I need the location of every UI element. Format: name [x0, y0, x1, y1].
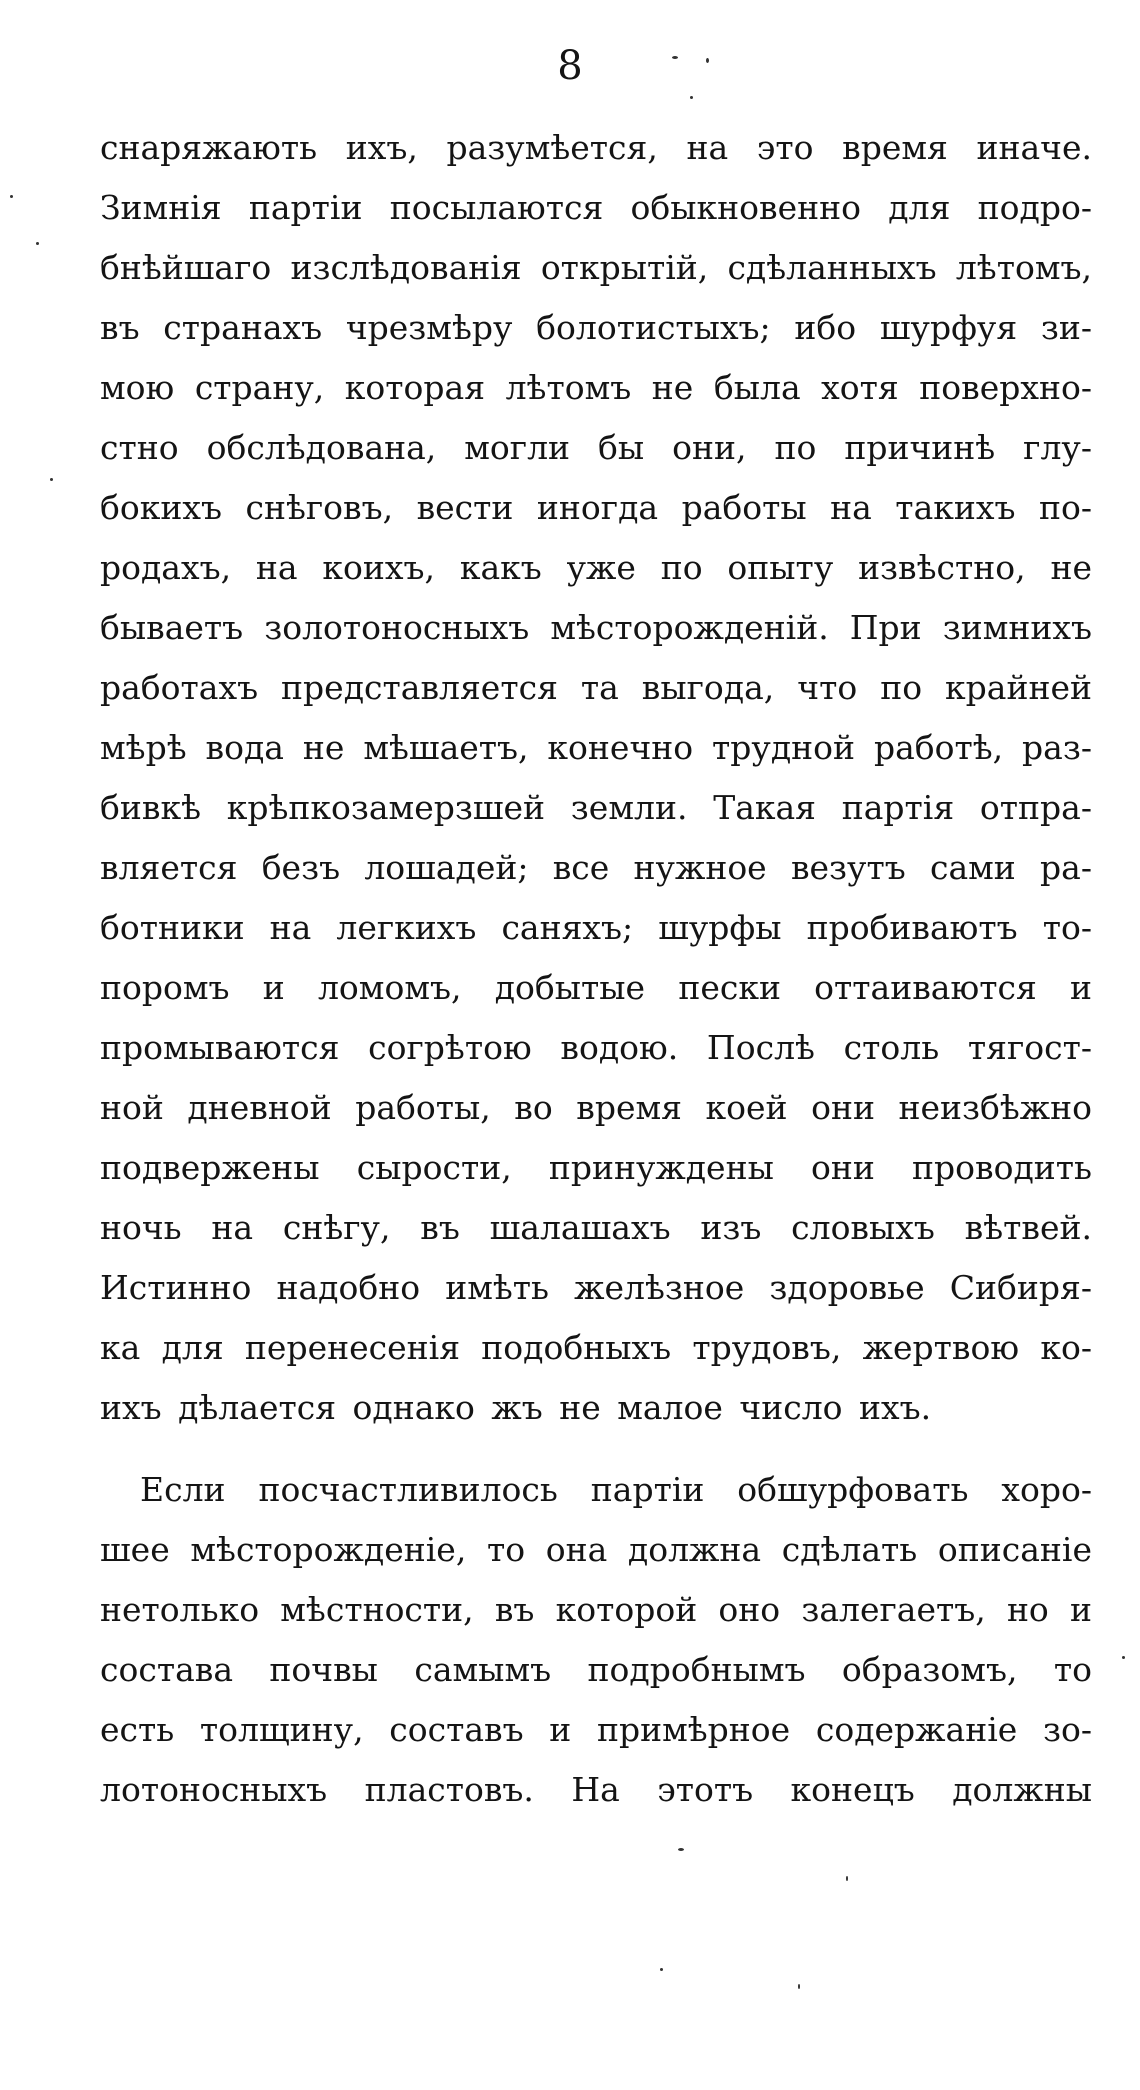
text-line: ной дневной работы, во время коей они неизбѣжно — [100, 1088, 1092, 1127]
text-line: бокихъ снѣговъ, вести иногда работы на такихъ по- — [100, 488, 1092, 527]
text-line: поромъ и ломомъ, добытые пески оттаиваются и — [100, 968, 1092, 1007]
text-line: шее мѣсторожденіе, то она должна сдѣлать описаніе — [100, 1530, 1092, 1569]
text-line: стно обслѣдована, могли бы они, по причинѣ глу- — [100, 428, 1092, 467]
text-line: ка для перенесенія подобныхъ трудовъ, жертвою ко- — [100, 1328, 1092, 1367]
text-line: вляется безъ лошадей; все нужное везутъ сами ра- — [100, 848, 1092, 887]
text-line: родахъ, на коихъ, какъ уже по опыту извѣстно, не — [100, 548, 1092, 587]
text-line: Если посчастливилось партіи обшурфовать хоро- — [140, 1470, 1092, 1509]
scan-speck — [798, 1984, 800, 1989]
scan-speck — [36, 242, 39, 245]
scan-speck — [678, 1848, 684, 1851]
scan-speck — [1122, 1656, 1125, 1659]
text-line: ботники на легкихъ саняхъ; шурфы пробиваютъ то- — [100, 908, 1092, 947]
text-line: бнѣйшаго изслѣдованія открытій, сдѣланныхъ лѣтомъ, — [100, 248, 1092, 287]
text-line: лотоносныхъ пластовъ. На этотъ конецъ должны — [100, 1770, 1092, 1809]
text-line: подвержены сырости, принуждены они проводить — [100, 1148, 1092, 1187]
text-line: ночь на снѣгу, въ шалашахъ изъ словыхъ вѣтвей. — [100, 1208, 1092, 1247]
text-line: мою страну, которая лѣтомъ не была хотя поверхно- — [100, 368, 1092, 407]
text-line: промываются согрѣтою водою. Послѣ столь тягост- — [100, 1028, 1092, 1067]
paragraph-1 — [100, 118, 1092, 1438]
scan-speck — [50, 478, 53, 481]
text-line: Истинно надобно имѣть желѣзное здоровье Сибиря- — [100, 1268, 1092, 1307]
text-line: снаряжають ихъ, разумѣется, на это время иначе. — [100, 128, 1092, 167]
text-line: въ странахъ чрезмѣру болотистыхъ; ибо шурфуя зи- — [100, 308, 1092, 347]
scan-speck — [690, 96, 693, 99]
text-line: бивкѣ крѣпкозамерзшей земли. Такая партія отпра- — [100, 788, 1092, 827]
scan-speck — [846, 1876, 848, 1881]
page-number: 8 — [557, 43, 583, 89]
scan-speck — [672, 56, 678, 59]
text-line: ихъ дѣлается однако жъ не малое число ихъ. — [100, 1388, 932, 1427]
text-line: есть толщину, составъ и примѣрное содержаніе зо- — [100, 1710, 1092, 1749]
scan-speck — [660, 1968, 663, 1971]
text-line: нетолько мѣстности, въ которой оно залегаетъ, но и — [100, 1590, 1092, 1629]
text-line: Зимнія партіи посылаются обыкновенно для подро- — [100, 188, 1092, 227]
paragraph-2 — [100, 1460, 1092, 1820]
text-line: состава почвы самымъ подробнымъ образомъ, то — [100, 1650, 1092, 1689]
paragraph-spacer — [100, 1438, 1092, 1460]
text-line: бываетъ золотоносныхъ мѣсторожденій. При зимнихъ — [100, 608, 1092, 647]
text-line: работахъ представляется та выгода, что по крайней — [100, 668, 1092, 707]
scan-speck — [706, 58, 709, 63]
scan-speck — [10, 195, 13, 198]
body-text — [100, 118, 1092, 1820]
text-line: мѣрѣ вода не мѣшаетъ, конечно трудной работѣ, раз- — [100, 728, 1092, 767]
